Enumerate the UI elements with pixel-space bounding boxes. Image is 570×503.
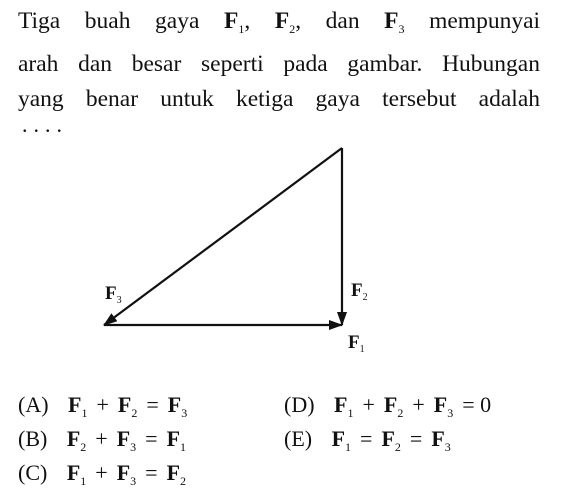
option-c[interactable] bbox=[18, 459, 186, 495]
vector-f2-label: $F_2$ bbox=[351, 280, 368, 303]
option-expression: $F_1 = F_2 = F_3$ bbox=[331, 426, 451, 454]
option-expression: $F_1 + F_2 + F_3 = 0$ bbox=[334, 392, 492, 420]
option-expression: $F_1 + F_3 = F_2$ bbox=[66, 460, 187, 488]
vector-f2-inline: $F_2$ bbox=[274, 8, 296, 36]
question-intro: Tiga buah gaya bbox=[18, 8, 200, 34]
question-ellipsis: .... bbox=[22, 112, 68, 137]
separator: , dan bbox=[295, 8, 360, 34]
option-expression: $F_2 + F_3 = F_1$ bbox=[66, 426, 187, 454]
option-key: (C) bbox=[18, 460, 48, 485]
option-b[interactable] bbox=[18, 425, 186, 461]
vector-f1-label: $F_1$ bbox=[348, 332, 365, 355]
vector-f3-inline: $F_3$ bbox=[384, 8, 405, 36]
question-line-2: arah dan besar seperti pada gambar. Hubungan bbox=[18, 51, 540, 77]
option-key: (B) bbox=[18, 426, 48, 451]
question-line-3: yang benar untuk ketiga gaya tersebut adalah bbox=[18, 86, 540, 112]
vector-f1-inline: $F_1$ bbox=[224, 8, 245, 36]
separator: , bbox=[244, 8, 251, 34]
option-a[interactable] bbox=[18, 391, 187, 427]
option-d[interactable] bbox=[284, 391, 491, 427]
option-key: (A) bbox=[18, 392, 49, 417]
option-key: (D) bbox=[284, 392, 315, 417]
option-expression: $F_1 + F_2 = F_3$ bbox=[68, 392, 188, 420]
vector-f3-label: $F_3$ bbox=[105, 283, 122, 306]
question-after-vectors: mempunyai bbox=[429, 8, 541, 34]
option-e[interactable] bbox=[284, 425, 451, 461]
option-key: (E) bbox=[284, 426, 313, 451]
